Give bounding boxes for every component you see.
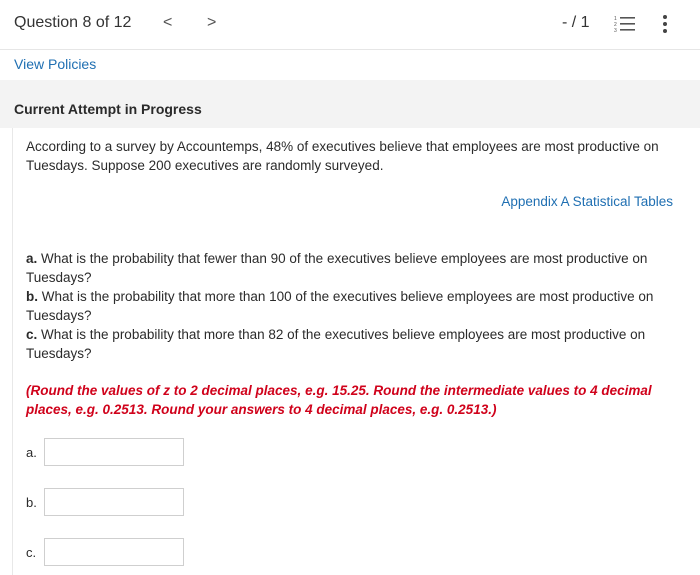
next-question-button[interactable]: > bbox=[207, 14, 217, 31]
answer-b-label: b. bbox=[26, 495, 37, 510]
question-list-icon[interactable] bbox=[614, 15, 636, 33]
answer-c-label: c. bbox=[26, 545, 37, 560]
score-display: - / 1 bbox=[562, 14, 590, 31]
top-bar bbox=[0, 0, 700, 50]
part-a-text: What is the probability that fewer than 90 of the executives believe employees are most productive on Tuesdays? bbox=[26, 251, 648, 285]
answer-b-input[interactable] bbox=[44, 488, 184, 516]
svg-text:1: 1 bbox=[614, 16, 617, 22]
part-a-letter: a. bbox=[26, 251, 38, 266]
part-b-text: What is the probability that more than 100 of the executives believe employees are most productive on Tuesdays? bbox=[26, 289, 654, 323]
view-policies-link[interactable]: View Policies bbox=[14, 56, 97, 72]
part-a bbox=[26, 249, 666, 287]
question-counter: Question 8 of 12 bbox=[14, 14, 132, 31]
question-parts bbox=[26, 249, 666, 363]
more-options-icon[interactable] bbox=[660, 13, 670, 35]
answer-c-input[interactable] bbox=[44, 538, 184, 566]
part-b-letter: b. bbox=[26, 289, 38, 304]
policy-band bbox=[0, 50, 700, 80]
rounding-instructions: (Round the values of z to 2 decimal places, e.g. 15.25. Round the intermediate values to 4 decimal places, e.g. 0.2513. Round your answers to 4 decimal places, e.g. 0.2513.) bbox=[26, 383, 652, 417]
part-c bbox=[26, 325, 666, 363]
question-stem: According to a survey by Accountemps, 48% of executives believe that employees are most productive on Tuesdays. Suppose 200 executives are randomly surveyed. bbox=[26, 139, 659, 173]
attempt-status: Current Attempt in Progress bbox=[14, 101, 202, 117]
part-b bbox=[26, 287, 666, 325]
previous-question-button[interactable]: < bbox=[163, 14, 173, 31]
part-c-letter: c. bbox=[26, 327, 38, 342]
appendix-link[interactable]: Appendix A Statistical Tables bbox=[501, 194, 673, 209]
svg-text:3: 3 bbox=[614, 28, 617, 33]
part-c-text: What is the probability that more than 82 of the executives believe employees are most productive on Tuesdays? bbox=[26, 327, 646, 361]
svg-text:2: 2 bbox=[614, 22, 617, 28]
answer-a-label: a. bbox=[26, 445, 37, 460]
answer-a-input[interactable] bbox=[44, 438, 184, 466]
